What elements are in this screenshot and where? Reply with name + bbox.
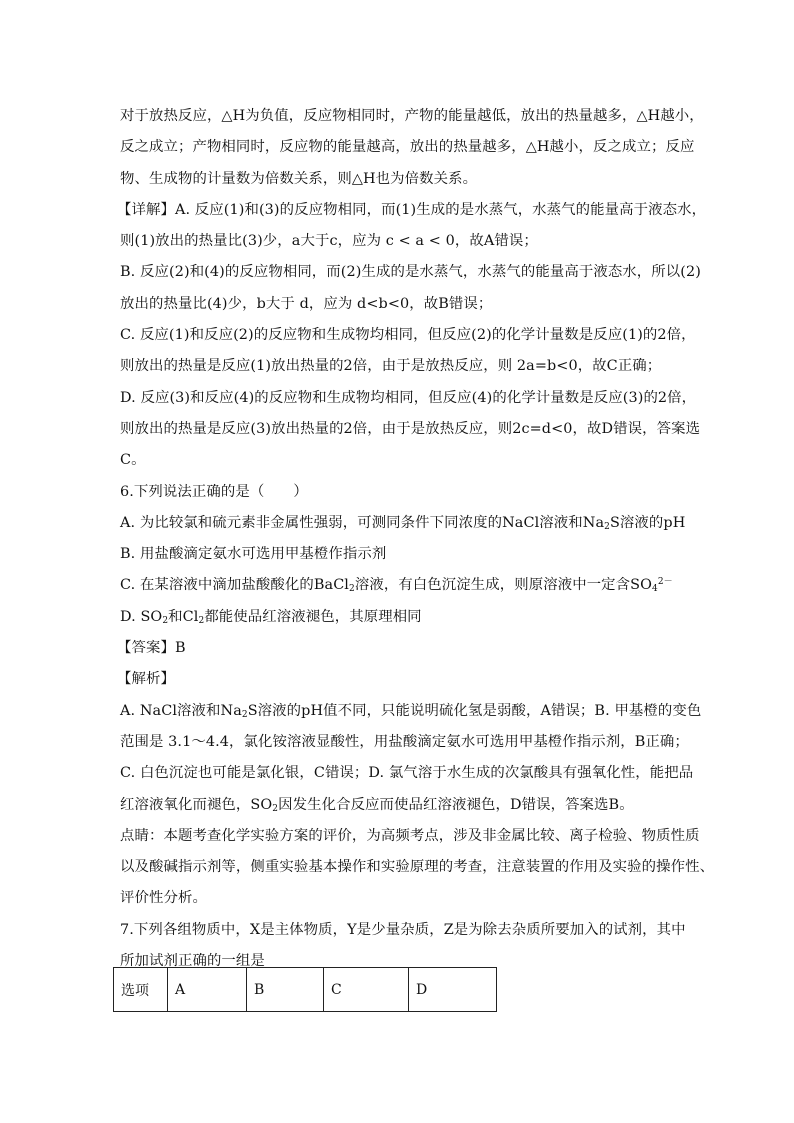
subscript: 2 xyxy=(241,709,248,720)
text-line: 物、生成物的计量数为倍数关系，则△H也为倍数关系。 xyxy=(120,170,478,187)
text-run: 和Cl xyxy=(168,608,199,625)
text-run: 都能使品红溶液褪色，其原理相同 xyxy=(204,608,422,625)
subscript: 4 xyxy=(652,584,658,595)
text-line: 【详解】A. 反应(1)和(3)的反应物相同，而(1)生成的是水蒸气，水蒸气的能量高于液态水， xyxy=(117,201,707,218)
text-line: 点睛：本题考查化学实验方案的评价，为高频考点，涉及非金属比较、离子检验、物质性质 xyxy=(120,827,700,844)
text-run: 红溶液氧化而褪色，SO xyxy=(120,796,273,813)
text-line: C. 白色沉淀也可能是氯化银，C错误；D. 氯气溶于水生成的次氯酸具有强氧化性，能把品 xyxy=(120,765,694,782)
text-run: C. 在某溶液中滴加盐酸酸化的BaCl xyxy=(120,577,350,594)
text-run: S溶液的pH值不同，只能说明硫化氢是弱酸，A错误；B. 甲基橙的变色 xyxy=(247,702,702,719)
option-d xyxy=(120,602,680,633)
text-line: 以及酸碱指示剂等，侧重实验基本操作和实验原理的考查，注意装置的作用及实验的操作性、 xyxy=(120,859,715,876)
table-cell: C xyxy=(324,968,409,1012)
text-line: 范围是 3.1～4.4，氯化铵溶液显酸性，用盐酸滴定氨水可选用甲基橙作指示剂，B正确； xyxy=(120,733,689,750)
question-7: 7.下列各组物质中，X是主体物质，Y是少量杂质，Z是为除去杂质所要加入的试剂，其中 xyxy=(120,921,686,938)
table-cell: A xyxy=(168,968,247,1012)
subscript: 2 xyxy=(198,615,205,626)
question-6: 6.下列说法正确的是（ ） xyxy=(120,483,308,500)
text-line: C. 反应(1)和反应(2)的反应物和生成物均相同，但反应(2)的化学计量数是反应(1)的2倍， xyxy=(120,327,696,344)
text-line: 反之成立；产物相同时，反应物的能量越高，放出的热量越多，△H越小，反之成立；反应 xyxy=(120,139,695,156)
superscript: 2－ xyxy=(657,577,673,588)
option-b: B. 用盐酸滴定氨水可选用甲基橙作指示剂 xyxy=(120,546,387,563)
text-line: 放出的热量比(4)少，b大于 d，应为 d<b<0，故B错误； xyxy=(120,295,493,312)
subscript: 2 xyxy=(604,521,610,532)
text-line: C。 xyxy=(120,452,146,469)
subscript: 2 xyxy=(349,584,355,595)
text-line: 则(1)放出的热量比(3)少，a大于c，应为 c < a < 0，故A错误； xyxy=(120,233,538,250)
text-run: D. SO xyxy=(120,608,163,625)
text-run: A. 为比较氯和硫元素非金属性强弱，可测同条件下同浓度的NaCl溶液和Na xyxy=(120,514,605,531)
text-line: B. 反应(2)和(4)的反应物相同，而(2)生成的是水蒸气，水蒸气的能量高于液态水，所以(2) xyxy=(120,264,701,281)
analysis-label: 【解析】 xyxy=(117,671,175,688)
text-line xyxy=(120,790,680,821)
text-line: 评价性分析。 xyxy=(120,890,207,907)
text-line xyxy=(120,696,702,727)
table-cell: D xyxy=(409,968,497,1012)
subscript: 2 xyxy=(272,803,279,814)
text-line: 对于放热反应，△H为负值，反应物相同时，产物的能量越低，放出的热量越多，△H越小， xyxy=(120,108,704,124)
subscript: 2 xyxy=(162,615,169,626)
text-run: 溶液，有白色沉淀生成，则原溶液中一定含SO xyxy=(354,577,653,594)
text-run: A. NaCl溶液和Na xyxy=(120,702,242,719)
option-a xyxy=(120,508,686,539)
table-cell: B xyxy=(247,968,324,1012)
text-line: 则放出的热量是反应(3)放出热量的2倍，由于是放热反应，则2c=d<0，故D错误，答案选 xyxy=(120,420,701,437)
table-row xyxy=(114,968,497,1012)
options-table xyxy=(113,967,497,1012)
table-cell: 选项 xyxy=(114,968,168,1012)
text-run: S溶液的pH xyxy=(609,514,686,531)
answer-label: 【答案】B xyxy=(117,640,186,657)
document-body xyxy=(117,101,715,977)
option-c xyxy=(120,570,680,601)
text-line: 则放出的热量是反应(1)放出热量的2倍，由于是放热反应，则 2a=b<0，故C正确； xyxy=(120,358,662,375)
text-run: 因发生化合反应而使品红溶液褪色，D错误，答案选B。 xyxy=(278,796,634,813)
text-line: 所加试剂正确的一组是 xyxy=(120,953,265,970)
text-line: D. 反应(3)和反应(4)的反应物和生成物均相同，但反应(4)的化学计量数是反应(3)的2倍， xyxy=(120,389,697,406)
